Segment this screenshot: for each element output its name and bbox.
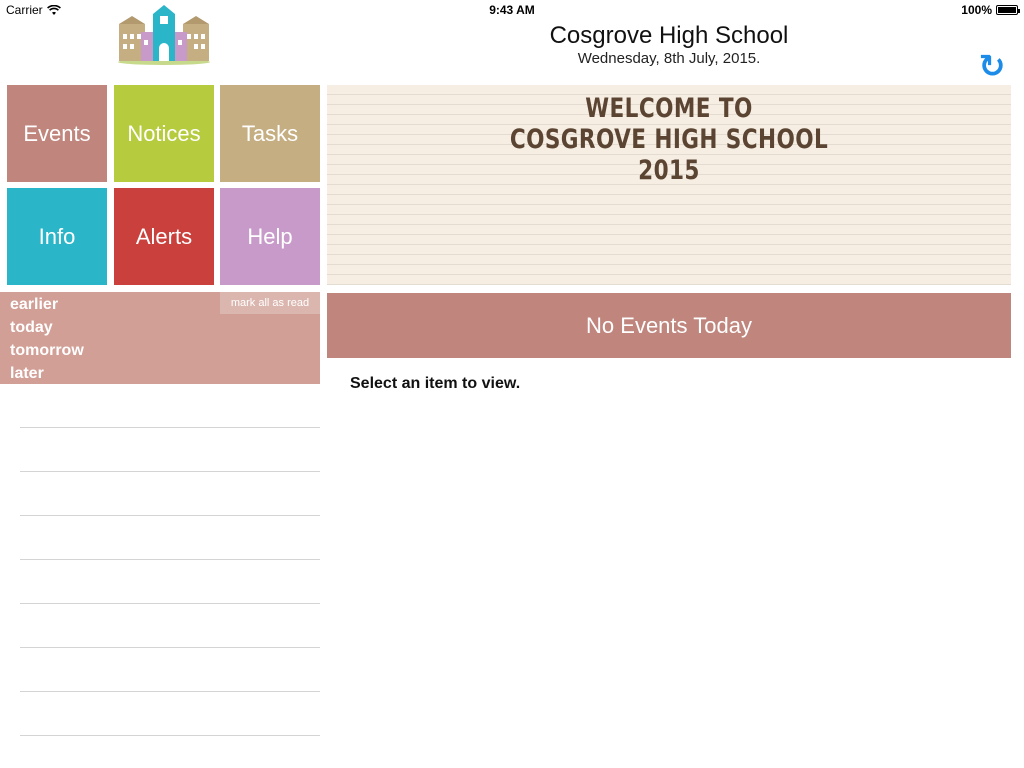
info-tile[interactable] bbox=[7, 188, 107, 285]
list-item[interactable] bbox=[20, 692, 320, 736]
filter-later[interactable]: later bbox=[10, 365, 44, 382]
event-filter-panel bbox=[0, 292, 320, 384]
school-logo bbox=[115, 4, 213, 66]
alerts-tile-label: Alerts bbox=[135, 223, 193, 249]
welcome-line-3: 2015 bbox=[638, 155, 700, 186]
current-date: Wednesday, 8th July, 2015. bbox=[577, 50, 761, 67]
tasks-tile-label: Tasks bbox=[241, 120, 299, 146]
filter-today[interactable]: today bbox=[10, 319, 53, 336]
tasks-tile[interactable] bbox=[220, 85, 320, 182]
list-item[interactable] bbox=[20, 560, 320, 604]
list-item[interactable] bbox=[20, 516, 320, 560]
no-events-banner: No Events Today bbox=[327, 293, 1011, 358]
list-item[interactable] bbox=[20, 472, 320, 516]
battery-percent: 100% bbox=[961, 3, 992, 17]
event-list bbox=[20, 384, 320, 736]
filter-tomorrow[interactable]: tomorrow bbox=[10, 342, 84, 359]
welcome-line-2: COSGROVE HIGH SCHOOL bbox=[509, 124, 829, 155]
notices-tile-label: Notices bbox=[127, 120, 201, 146]
notices-tile[interactable] bbox=[114, 85, 214, 182]
list-item[interactable] bbox=[20, 384, 320, 428]
list-item[interactable] bbox=[20, 648, 320, 692]
carrier-label: Carrier bbox=[6, 3, 43, 17]
info-tile-label: Info bbox=[38, 223, 76, 249]
events-tile[interactable] bbox=[7, 85, 107, 182]
list-item[interactable] bbox=[20, 604, 320, 648]
list-item[interactable] bbox=[20, 428, 320, 472]
alerts-tile[interactable] bbox=[114, 188, 214, 285]
help-tile-label: Help bbox=[247, 223, 293, 249]
events-tile-label: Events bbox=[23, 120, 91, 146]
status-time: 9:43 AM bbox=[489, 3, 535, 17]
mark-all-read-button[interactable]: mark all as read bbox=[220, 292, 320, 314]
refresh-icon[interactable]: ↻ bbox=[978, 47, 1006, 85]
school-title: Cosgrove High School bbox=[549, 22, 789, 49]
filter-earlier[interactable]: earlier bbox=[10, 296, 59, 313]
welcome-text bbox=[395, 93, 942, 186]
help-tile[interactable] bbox=[220, 188, 320, 285]
status-right bbox=[961, 0, 1018, 20]
battery-icon bbox=[996, 5, 1018, 15]
welcome-banner bbox=[327, 85, 1011, 285]
select-prompt: Select an item to view. bbox=[350, 375, 521, 392]
welcome-line-1: WELCOME TO bbox=[585, 93, 753, 124]
